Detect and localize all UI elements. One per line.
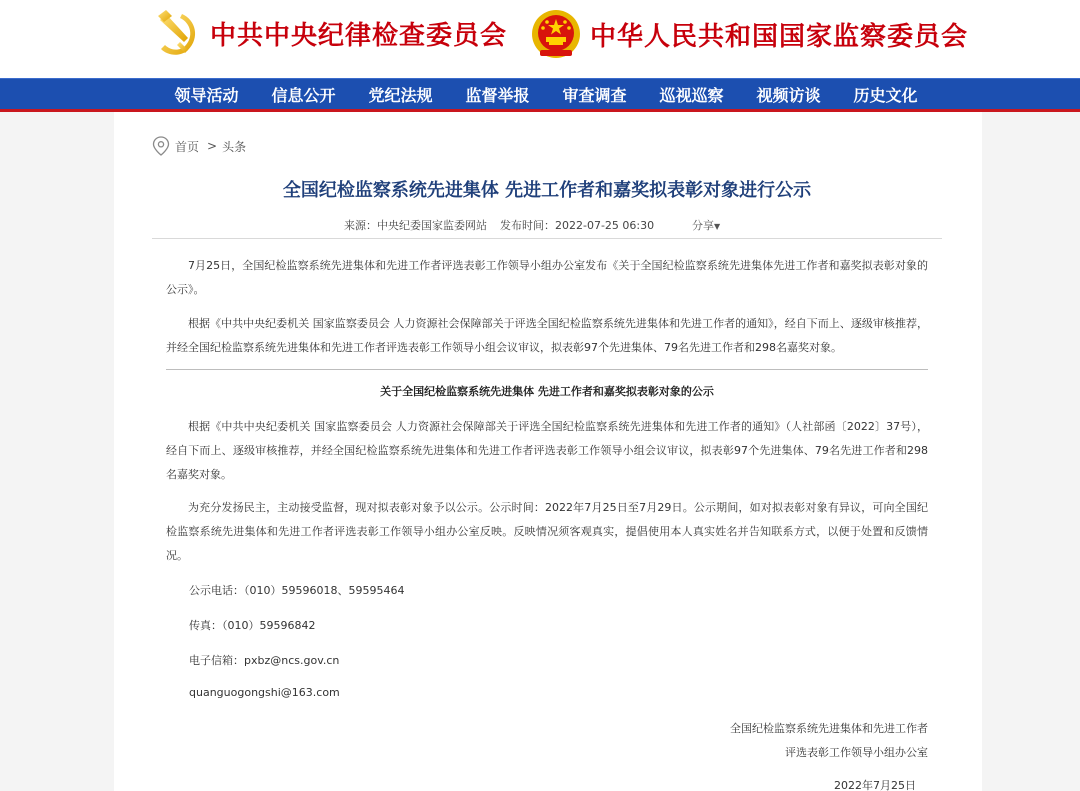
share-button[interactable] (692, 217, 720, 233)
nav-item-inspection[interactable]: 巡视巡察 (659, 85, 724, 105)
contact-email-alt: quanguogongshi@163.com (189, 686, 340, 699)
nav-item-investigation[interactable]: 审查调查 (562, 85, 627, 105)
nsc-name: 中华人民共和国国家监察委员会 (590, 21, 969, 52)
section-divider (166, 369, 928, 370)
article-title: 全国纪检监察系统先进集体 先进工作者和嘉奖拟表彰对象进行公示 (282, 180, 812, 201)
title-divider (152, 238, 942, 239)
paragraph-intro: 7月25日，全国纪检监察系统先进集体和先进工作者评选表彰工作领导小组办公室发布《关于全国纪检监察系统先进集体先进工作者和嘉奖拟表彰对象的公示》。 (166, 259, 928, 296)
signature-date: 2022年7月25日 (834, 779, 916, 791)
article-source: 来源：中央纪委国家监委网站 (344, 219, 487, 232)
caret-down-icon: ▼ (714, 222, 721, 231)
nav-item-report[interactable]: 监督举报 (465, 85, 530, 105)
signature-line-1: 全国纪检监察系统先进集体和先进工作者 (730, 722, 928, 735)
nav-item-regulations[interactable]: 党纪法规 (368, 85, 433, 105)
article-time: 发布时间：2022-07-25 06:30 (500, 219, 655, 232)
breadcrumb (152, 136, 246, 156)
site-header (0, 0, 1080, 78)
paragraph-notice-period: 为充分发扬民主，主动接受监督，现对拟表彰对象予以公示。公示时间：2022年7月25日至7月29日。公示期间，如对拟表彰对象有异议，可向全国纪检监察系统先进集体和先进工作者评选表彰工作领导小组办公室反映。反映情况须客观真实，提倡使用本人真实姓名并告知联系方式，以便于处置和反馈情况。 (166, 501, 928, 562)
nsc-logo[interactable] (530, 8, 968, 60)
location-pin-icon (152, 136, 170, 156)
nav-item-history[interactable]: 历史文化 (853, 85, 918, 105)
contact-email: 电子信箱：pxbz@ncs.gov.cn (189, 654, 340, 667)
contact-fax: 传真：（010）59596842 (189, 619, 316, 632)
nav-list (158, 79, 934, 109)
ccdi-logo[interactable] (152, 8, 507, 58)
nav-item-leadership[interactable]: 领导活动 (174, 85, 239, 105)
signature-line-2: 评选表彰工作领导小组办公室 (785, 746, 928, 759)
paragraph-summary: 根据《中共中央纪委机关 国家监察委员会 人力资源社会保障部关于评选全国纪检监察系统先进集体和先进工作者的通知》，经自下而上、逐级审核推荐，并经全国纪检监察系统先进集体和先进工作者评选表彰工作领导小组会议审议，拟表彰97个先进集体、79名先进工作者和298名嘉奖对象。 (166, 317, 928, 354)
contact-phone: 公示电话：（010）59596018、59595464 (189, 584, 405, 597)
nav-item-disclosure[interactable]: 信息公开 (271, 85, 336, 105)
breadcrumb-current[interactable]: 头条 (222, 139, 247, 154)
breadcrumb-separator: > (207, 139, 218, 153)
main-nav (0, 78, 1080, 112)
article-meta (152, 217, 942, 235)
party-emblem-icon (152, 8, 202, 58)
notice-title: 关于全国纪检监察系统先进集体 先进工作者和嘉奖拟表彰对象的公示 (380, 385, 714, 398)
paragraph-notice-body: 根据《中共中央纪委机关 国家监察委员会 人力资源社会保障部关于评选全国纪检监察系统先进集体和先进工作者的通知》（人社部函〔2022〕37号），经自下而上、逐级审核推荐，并经全国纪检监察系统先进集体和先进工作者评选表彰工作领导小组会议审议，拟表彰97个先进集体、79名先进工作者和298名嘉奖对象。 (166, 420, 928, 481)
breadcrumb-home[interactable]: 首页 (175, 139, 200, 154)
nav-item-video[interactable]: 视频访谈 (756, 85, 821, 105)
share-label: 分享 (692, 219, 714, 232)
ccdi-name: 中共中央纪律检查委员会 (210, 20, 508, 51)
national-emblem-icon (530, 8, 582, 60)
